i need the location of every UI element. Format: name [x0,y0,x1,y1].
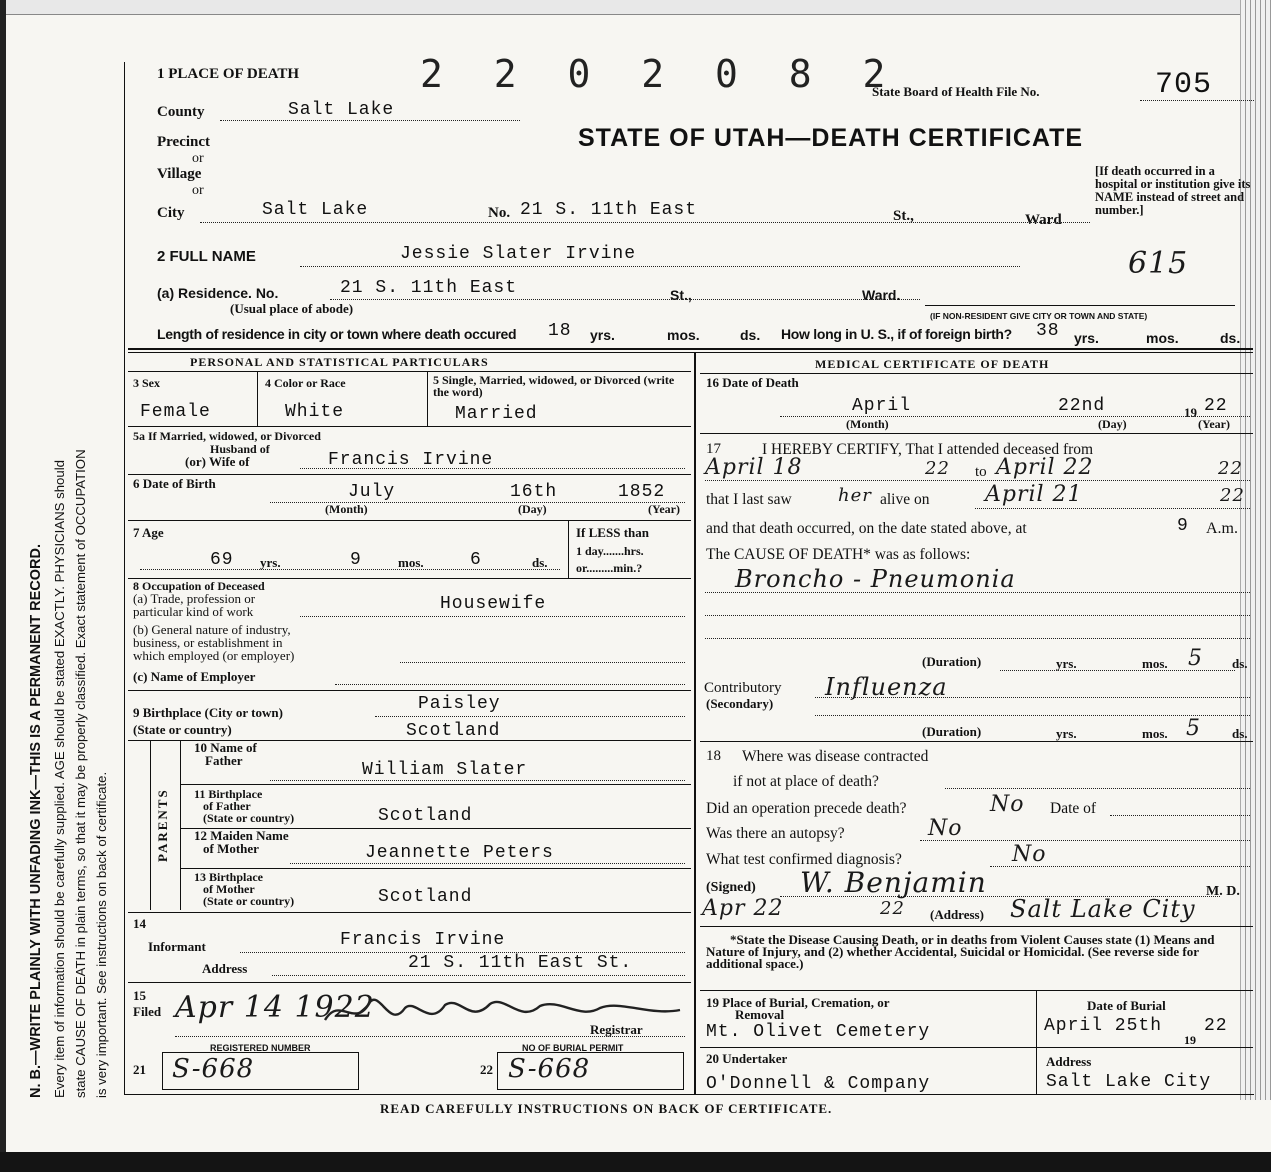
dob-day: 16th [510,482,558,502]
full-name-value: Jessie Slater Irvine [400,244,637,264]
operation-label: Did an operation precede death? [706,800,907,817]
am-label: A.m. [1206,520,1238,537]
spouse-label-1: 5a If Married, widowed, or Divorced [133,429,321,443]
burial-year-prefix: 19 [1184,1033,1196,1047]
informant-address-label: Address [202,961,248,976]
dob-year-caption: (Year) [648,502,680,516]
county-value: Salt Lake [288,100,395,120]
us-residence-label: How long in U. S., if of foreign birth? [781,326,1012,342]
contracted-line [945,788,1250,789]
place-of-death-label: 1 PLACE OF DEATH [157,66,300,82]
row8-rule [128,690,691,691]
duration-yrs-1: yrs. [1056,656,1077,671]
undertaker-address-value: Salt Lake City [1046,1072,1212,1092]
or-label-1: or [192,151,204,166]
burial-place-label-1: 19 Place of Burial, Cremation, or [706,995,890,1010]
burial-permit-label: NO OF BURIAL PERMIT [522,1043,624,1053]
dob-day-caption: (Day) [518,502,547,516]
mother-birth-label-2: of Mother [203,882,255,896]
medical-section-title: MEDICAL CERTIFICATE OF DEATH [815,357,1050,371]
spouse-value: Francis Irvine [328,450,494,470]
death-time: 9 [1177,516,1189,536]
last-saw-line [975,508,1250,509]
registrar-label: Registrar [590,1022,643,1037]
row10-rule [180,784,691,785]
center-divider [694,352,696,1094]
cause-label: The CAUSE OF DEATH* was as follows: [706,546,971,563]
side-instruction-3: state CAUSE OF DEATH in plain terms, so that it may be properly classified. Exact statement of OCCUPATION [73,449,88,1098]
footer-instructions: READ CAREFULLY INSTRUCTIONS ON BACK OF CERTIFICATE. [380,1101,833,1116]
informant-value: Francis Irvine [340,930,506,950]
industry-line [400,662,685,663]
father-label-2: Father [205,753,243,768]
attended-to-date: April 22 [996,455,1094,480]
registered-number-value: S-668 [172,1054,255,1084]
last-saw-date: April 21 [985,482,1083,507]
age-label: 7 Age [133,525,164,540]
operation-value: No [990,792,1025,817]
top-edge [0,0,1271,15]
operation-date-line [1110,815,1250,816]
parents-label: PARENTS [155,788,170,862]
sex-divider [257,371,258,426]
birthplace-city-value: Paisley [418,694,501,714]
contributory-label: Contributory [704,680,782,696]
cause-line-2 [705,615,1250,616]
birthplace-city-label: 9 Birthplace (City or town) [133,705,283,720]
age-ds-label: ds. [532,555,548,570]
father-birth-label-1: 11 Birthplace [194,787,263,801]
date-of-death-label: 16 Date of Death [706,375,799,390]
us-mos-label: mos. [1146,330,1179,346]
length-residence-label: Length of residence in city or town where death occured [157,326,517,342]
parents-divider-2 [180,740,181,910]
death-day-caption: (Day) [1098,417,1127,431]
autopsy-value: No [928,816,963,841]
color-divider [427,371,428,426]
us-residence-years: 38 [1036,321,1060,341]
duration-mos-2: mos. [1142,726,1168,741]
footnote-rule [700,990,1253,991]
occupation-label: 8 Occupation of Deceased [133,579,265,593]
occupation-b-2: business, or establishment in [133,635,283,650]
undertaker-label: 20 Undertaker [706,1051,788,1066]
age-line [140,569,560,570]
duration-mos-1: mos. [1142,656,1168,671]
attended-from-year: 22 [925,458,950,479]
employer-line [335,684,685,685]
test-label: What test confirmed diagnosis? [706,851,902,868]
duration-line-1 [1000,670,1235,671]
precinct-label: Precinct [157,134,211,150]
birthplace-country-value: Scotland [406,721,501,741]
cause-footnote: *State the Disease Causing Death, or in deaths from Violent Causes state (1) Means and Nature of Injury, and (2) whether Accidental, Suicidal or Homicidal. (See reverse side for additional space.) [706,932,1215,971]
usual-place-caption: (Usual place of abode) [230,301,354,316]
informant-address-value: 21 S. 11th East St. [408,953,633,973]
frame-left [124,62,125,1094]
duration-yrs-2: yrs. [1056,726,1077,741]
residence-label: (a) Residence. No. [157,285,279,301]
occupation-b-3: which employed (or employer) [133,648,295,663]
sex-label: 3 Sex [133,376,160,390]
personal-section-title: PERSONAL AND STATISTICAL PARTICULARS [190,355,489,369]
last-saw-year: 22 [1220,485,1245,506]
frame-bottom [124,1094,1254,1095]
item-18: 18 [706,748,721,764]
nonresident-line [925,305,1235,306]
signed-date: Apr 22 [702,896,784,921]
father-birth-value: Scotland [378,806,473,826]
attended-line [705,480,1250,481]
signed-year: 22 [880,898,905,919]
residence-ward-label: Ward. [862,287,901,303]
marital-value: Married [455,404,538,424]
mother-birth-label-1: 13 Birthplace [194,870,263,884]
mother-label-1: 12 Maiden Name [194,828,289,843]
test-line [990,866,1250,867]
city-label: City [157,205,185,221]
autopsy-label: Was there an autopsy? [706,825,845,842]
certificate-stamp-number: 2 2 0 2 0 8 2 [420,52,900,96]
length-residence-years: 18 [548,321,572,341]
not-at-place-label: if not at place of death? [733,773,879,790]
last-saw-pronoun: her [838,485,872,506]
city-line [200,222,1090,223]
row3-rule [128,426,691,427]
file-number-label: State Board of Health File No. [872,84,1040,99]
death-year-caption: (Year) [1198,417,1230,431]
signed-label: (Signed) [706,880,756,895]
personal-header-rule [128,371,691,372]
contributory-line-2 [815,715,1250,716]
age-months: 9 [350,550,362,570]
side-instruction-2: Every item of information should be carefully supplied. AGE should be stated EXACTLY. PHYSICIANS should [52,460,67,1098]
death-month-caption: (Month) [846,417,889,431]
duration-days-1: 5 [1188,646,1203,671]
row13-rule [128,912,691,913]
file-number-line [1140,100,1254,101]
residence-value: 21 S. 11th East [340,278,518,298]
county-line [220,120,520,121]
attended-from-date: April 18 [705,455,803,480]
row12-rule [180,868,691,869]
duration-label-1: (Duration) [922,654,982,669]
burial-permit-value: S-668 [508,1054,591,1084]
duration-days-2: 5 [1186,716,1201,741]
medical-header-rule [700,373,1253,374]
city-address-value: 21 S. 11th East [520,200,698,220]
mother-birth-label-3: (State or country) [203,894,295,908]
length-yrs-label: yrs. [590,327,615,343]
length-ds-label: ds. [740,327,761,343]
informant-address-line [272,975,685,976]
residence-line [330,299,920,300]
side-instruction-1: N. B.—WRITE PLAINLY WITH UNFADING INK—THIS IS A PERMANENT RECORD. [28,544,44,1098]
item-17: 17 [706,441,721,457]
left-edge [0,0,6,1172]
scan-bottom-edge [0,1152,1271,1172]
section-top-rule [128,348,1253,350]
father-line [270,780,685,781]
age-days: 6 [470,550,482,570]
occupation-a-1: (a) Trade, profession or [133,591,256,606]
occupation-a-2: particular kind of work [133,604,254,619]
row5a-rule [128,474,691,475]
color-value: White [285,402,345,422]
mother-value: Jeannette Peters [365,843,554,863]
spouse-label-3: (or) Wife of [185,454,250,469]
item-14: 14 [133,916,146,931]
row14-rule [128,982,691,983]
handwritten-note: 615 [1128,246,1189,281]
marital-label: 5 Single, Married, widowed, or Divorced (write the word) [433,373,675,399]
contributory-line-1 [815,697,1250,698]
birthplace-city-line [375,716,685,717]
hospital-note: [If death occurred in a hospital or institution give its NAME instead of street and number.] [1095,164,1251,217]
informant-label: Informant [148,939,206,954]
attended-to-year: 22 [1218,458,1243,479]
burial-date-value: April 25th [1044,1016,1163,1036]
city-value: Salt Lake [262,200,369,220]
death-month: April [852,396,912,416]
or-label-2: or [192,183,204,198]
occupation-b-1: (b) General nature of industry, [133,622,291,637]
nonresident-note: (IF NON-RESIDENT GIVE CITY OR TOWN AND STATE) [930,311,1148,321]
county-label: County [157,104,205,120]
age-years: 69 [210,550,234,570]
certify-text: I HEREBY CERTIFY, That I attended deceased from [762,441,1094,458]
employer-label: (c) Name of Employer [133,669,256,684]
md-label: M. D. [1206,884,1240,899]
section-top-rule-2 [128,352,1253,353]
test-value: No [1012,842,1047,867]
contributory-value: Influenza [825,673,948,701]
burial-divider [1036,990,1037,1094]
to-label: to [975,464,987,480]
city-ward-label: Ward [1025,212,1062,228]
spouse-label-2: Husband of [210,442,270,456]
duration-ds-1: ds. [1232,656,1248,671]
physician-address-label: (Address) [930,907,984,922]
us-ds-label: ds. [1220,330,1241,346]
parents-divider-1 [150,740,151,910]
burial-place-value: Mt. Olivet Cemetery [706,1022,931,1042]
certificate-title: STATE OF UTAH—DEATH CERTIFICATE [578,124,1084,152]
file-number-value: 705 [1155,68,1213,102]
duration-ds-2: ds. [1232,726,1248,741]
father-birth-label-3: (State or country) [203,811,295,825]
death-occurred-text: and that death occurred, on the date stated above, at [706,520,1027,537]
cause-line-3 [705,638,1250,639]
death-day: 22nd [1058,396,1106,416]
cause-line-1 [705,592,1250,593]
if-less-2: 1 day.......hrs. [576,544,644,558]
cause-value: Broncho - Pneumonia [735,565,1016,593]
undertaker-value: O'Donnell & Company [706,1074,931,1094]
city-no-label: No. [488,205,511,221]
undertaker-address-label: Address [1046,1054,1092,1069]
filed-label: Filed [133,1004,162,1019]
item-21: 21 [133,1062,146,1077]
father-label-1: 10 Name of [194,740,257,755]
side-instruction-4: is very important. See instructions on back of certificate. [94,771,109,1098]
burial-year: 22 [1204,1016,1228,1036]
father-birth-label-2: of Father [203,799,251,813]
physician-address-value: Salt Lake City [1010,895,1196,923]
residence-st-label: St., [670,287,692,303]
if-less-3: or.........min.? [576,561,643,575]
alive-on-label: alive on [880,491,930,508]
filed-value: Apr 14 1922 [175,990,375,1025]
secondary-label: (Secondary) [706,696,774,711]
sex-value: Female [140,402,211,422]
full-name-label: 2 FULL NAME [157,248,256,265]
last-saw-label: that I last saw [706,491,792,508]
dob-month: July [348,482,396,502]
mother-birth-value: Scotland [378,887,473,907]
burial-date-label: Date of Burial [1087,998,1166,1013]
dob-label: 6 Date of Birth [133,476,216,491]
row6-rule [128,520,691,521]
signature-rule [700,926,1253,927]
spouse-line [300,468,685,469]
age-divider [568,520,569,578]
autopsy-line [920,840,1250,841]
row16-rule [700,433,1253,434]
dob-year: 1852 [618,482,666,502]
death-year: 22 [1204,396,1228,416]
dob-month-caption: (Month) [325,502,368,516]
burial-rule [700,1047,1253,1048]
row17-rule [700,741,1253,742]
filed-line [175,1036,685,1037]
length-mos-label: mos. [667,327,700,343]
full-name-line [300,266,1020,267]
mother-line [290,863,685,864]
death-year-prefix: 19 [1184,405,1197,420]
item-15: 15 [133,988,146,1003]
registered-number-label: REGISTERED NUMBER [210,1043,311,1053]
contracted-label: Where was disease contracted [742,748,929,765]
occupation-line [300,616,685,617]
father-value: William Slater [362,760,528,780]
village-label: Village [157,166,202,182]
burial-place-label-2: Removal [735,1007,785,1022]
color-label: 4 Color or Race [265,376,346,390]
age-mos-label: mos. [398,555,424,570]
duration-label-2: (Duration) [922,724,982,739]
us-yrs-label: yrs. [1074,330,1099,346]
city-st-label: St., [893,208,914,224]
occupation-value: Housewife [440,594,547,614]
item-22: 22 [480,1062,493,1077]
if-less-1: If LESS than [576,525,649,540]
age-yrs-label: yrs. [260,555,281,570]
signed-value: W. Benjamin [800,866,987,899]
birthplace-country-label: (State or country) [133,722,232,737]
operation-date-label: Date of [1050,800,1097,817]
mother-label-2: of Mother [203,841,259,856]
